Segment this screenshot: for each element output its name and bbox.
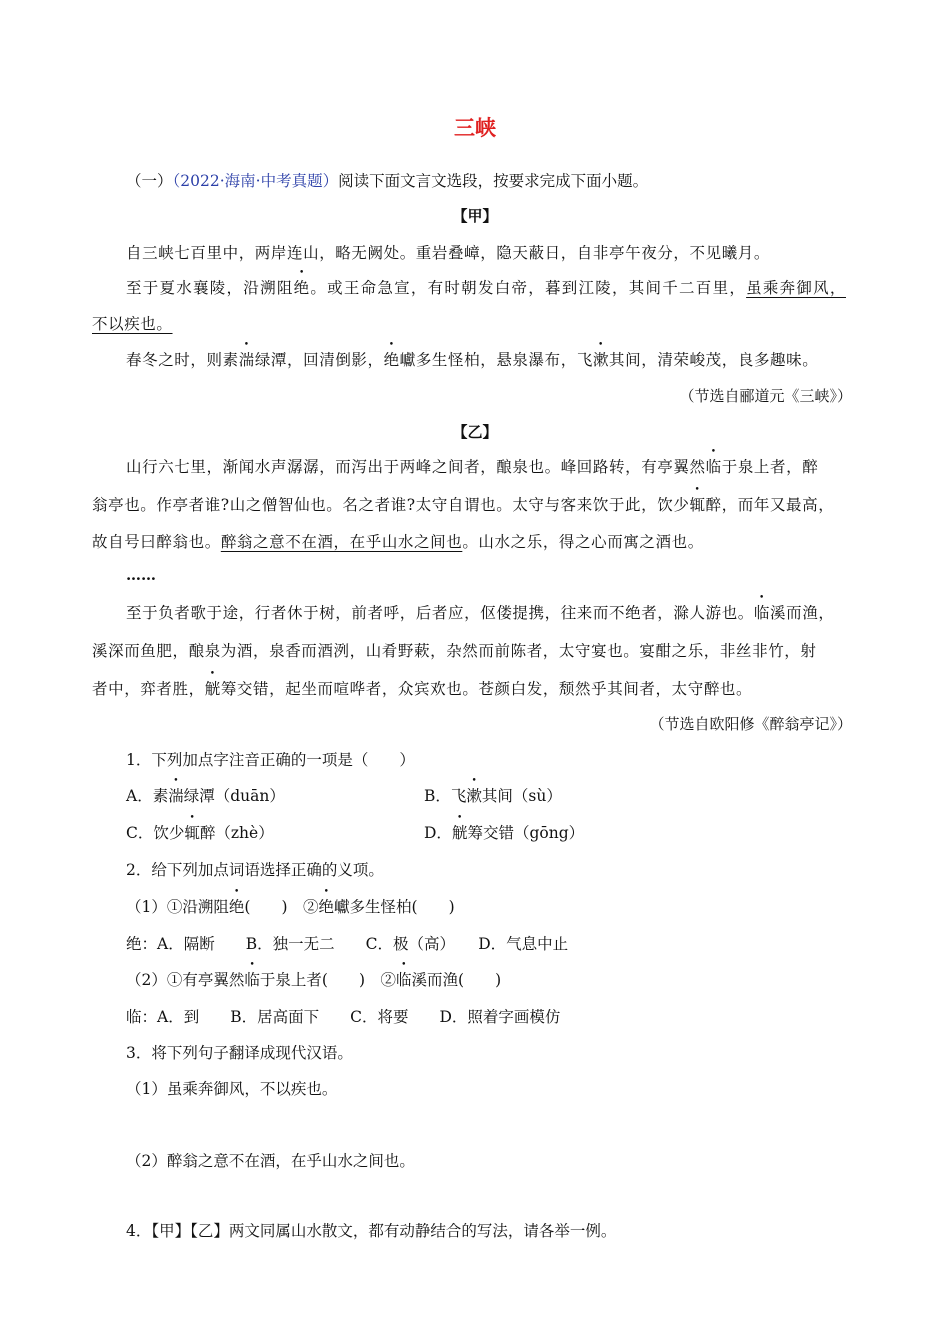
intro-prefix: （一） (126, 172, 173, 190)
sub-question-text: （1）①沿溯阻 (126, 898, 229, 916)
dotted-char: 漱 (592, 351, 610, 369)
question-2-sub-2 (126, 969, 501, 991)
passage-a-p2-text: 。或王命急宣，有时朝发白帝，暮到江陵，其间千二百里， (310, 279, 747, 297)
passage-a-p2-text: 至于夏水襄陵，沿溯阻 (126, 279, 294, 297)
passage-a-p2-cont (92, 313, 173, 335)
passage-b-text: 于泉上者，醉 (721, 458, 819, 476)
sub-question-text: ( ) ② (244, 898, 319, 916)
sub-question-text: 巘多生怪柏( ) (334, 898, 455, 916)
passage-a-p3-text: 其间，清荣峻茂，良多趣味。 (609, 351, 819, 369)
passage-a-p3-text: 绿潭，回清倒影， (254, 351, 384, 369)
intro-line (126, 170, 648, 192)
passage-b-text: 山行六七里，渐闻水声潺潺，而泻出于两峰之间者，酿泉也。峰回路转，有亭翼然 (126, 458, 706, 476)
sub-question-text: 溪而渔( ) (411, 971, 502, 989)
dotted-char: 辄 (689, 496, 706, 514)
option-text: 其间（sù） (481, 787, 562, 805)
question-2-options-2: 临：A．到 B．居高面下 C．将要 D．照着字画模仿 (126, 1008, 561, 1026)
ellipsis: …… (126, 566, 156, 584)
passage-b-line (126, 602, 834, 624)
dotted-char: 临 (705, 458, 722, 476)
question-3-sub-2: （2）醉翁之意不在酒，在乎山水之间也。 (126, 1152, 415, 1170)
option-text: B．飞 (424, 787, 467, 805)
underlined-sentence: 不以疾也。 (92, 315, 173, 333)
passage-a-p2 (126, 277, 846, 299)
question-4-stem: 4．【甲】【乙】两文同属山水散文，都有动静结合的写法，请各举一例。 (126, 1222, 617, 1240)
passage-b-line (92, 678, 752, 700)
option-text: 绿潭（duān） (183, 787, 285, 805)
question-2-options-1: 绝：A．隔断 B．独一无二 C．极（高） D．气息中止 (126, 935, 569, 953)
question-2-sub-1 (126, 896, 455, 918)
passage-b-line (126, 456, 818, 478)
question-2-stem: 2．给下列加点词语选择正确的义项。 (126, 861, 384, 879)
passage-a-heading: 【甲】 (452, 207, 498, 225)
passage-a-p1: 自三峡七百里中，两岸连山，略无阙处。重岩叠嶂，隐天蔽日，自非亭午夜分，不见曦月。 (126, 244, 771, 262)
passage-a-p3-text: 巘多生怪柏，悬泉瀑布，飞 (399, 351, 593, 369)
option-text: C．饮少 (126, 824, 185, 842)
dotted-char: 漱 (466, 787, 482, 805)
dotted-char: 绝 (228, 898, 245, 916)
passage-b-text: 至于负者歌于途，行者休于树，前者呼，后者应，伛偻提携，往来而不绝者，滁人游也。 (126, 604, 754, 622)
dotted-char: 绝 (293, 279, 311, 297)
passage-b-text: 故自号曰醉翁也。 (92, 533, 221, 551)
option-text: 筹交错（gōng） (467, 824, 585, 842)
dotted-char: 绝 (318, 898, 335, 916)
dotted-char: 临 (753, 604, 771, 622)
passage-a-p3 (126, 349, 818, 371)
option-text: D． (424, 824, 452, 842)
question-3-sub-1: （1）虽乘奔御风，不以疾也。 (126, 1080, 338, 1098)
dotted-char: 觥 (451, 824, 468, 842)
sub-question-text: （2）①有亭翼然 (126, 971, 245, 989)
question-3-stem: 3．将下列句子翻译成现代汉语。 (126, 1044, 353, 1062)
option-b (424, 785, 562, 807)
passage-b-line: 溪深而鱼肥，酿泉为酒，泉香而酒洌，山肴野蔌，杂然而前陈者，太守宴也。宴酣之乐，非丝非竹，射 (92, 642, 817, 660)
option-c (126, 822, 274, 844)
dotted-char: 临 (244, 971, 260, 989)
passage-b-line (92, 494, 834, 516)
option-text: A．素 (126, 787, 169, 805)
dotted-char: 临 (396, 971, 412, 989)
option-text: 醉（zhè） (199, 824, 274, 842)
passage-a-p3-text: 春冬之时，则素 (126, 351, 239, 369)
dotted-char: 湍 (168, 787, 184, 805)
passage-a-source: （节选自郦道元《三峡》） (679, 387, 852, 405)
dotted-char: 辄 (184, 824, 200, 842)
sub-question-text: 于泉上者( ) ② (259, 971, 396, 989)
dotted-char: 觥 (204, 680, 221, 698)
passage-b-text: 筹交错，起坐而喧哗者，众宾欢也。苍颜白发，颓然乎其间者，太守醉也。 (220, 680, 753, 698)
intro-source: （2022·海南·中考真题） (172, 172, 339, 190)
dotted-char: 湍 (238, 351, 255, 369)
passage-b-source: （节选自欧阳修《醉翁亭记》） (649, 715, 852, 733)
option-a (126, 785, 285, 807)
intro-text: 阅读下面文言文选段，按要求完成下面小题。 (338, 172, 649, 190)
underlined-sentence: 醉翁之意不在酒，在乎山水之间也 (220, 533, 463, 551)
underlined-sentence: 虽乘奔御风， (746, 279, 846, 297)
passage-b-text: 溪而渔， (770, 604, 835, 622)
question-1-stem: 1．下列加点字注音正确的一项是（ ） (126, 751, 415, 769)
dotted-char: 绝 (383, 351, 400, 369)
passage-b-text: 醉，而年又最高， (705, 496, 835, 514)
passage-b-text: 。山水之乐，得之心而寓之酒也。 (462, 533, 704, 551)
page-title: 三峡 (454, 115, 496, 140)
passage-b-heading: 【乙】 (452, 423, 498, 441)
passage-b-text: 翁亭也。作亭者谁?山之僧智仙也。名之者谁?太守自谓也。太守与客来饮于此，饮少 (92, 496, 690, 514)
passage-b-line (92, 531, 704, 553)
option-d (424, 822, 584, 844)
passage-b-text: 者中，弈者胜， (92, 680, 205, 698)
